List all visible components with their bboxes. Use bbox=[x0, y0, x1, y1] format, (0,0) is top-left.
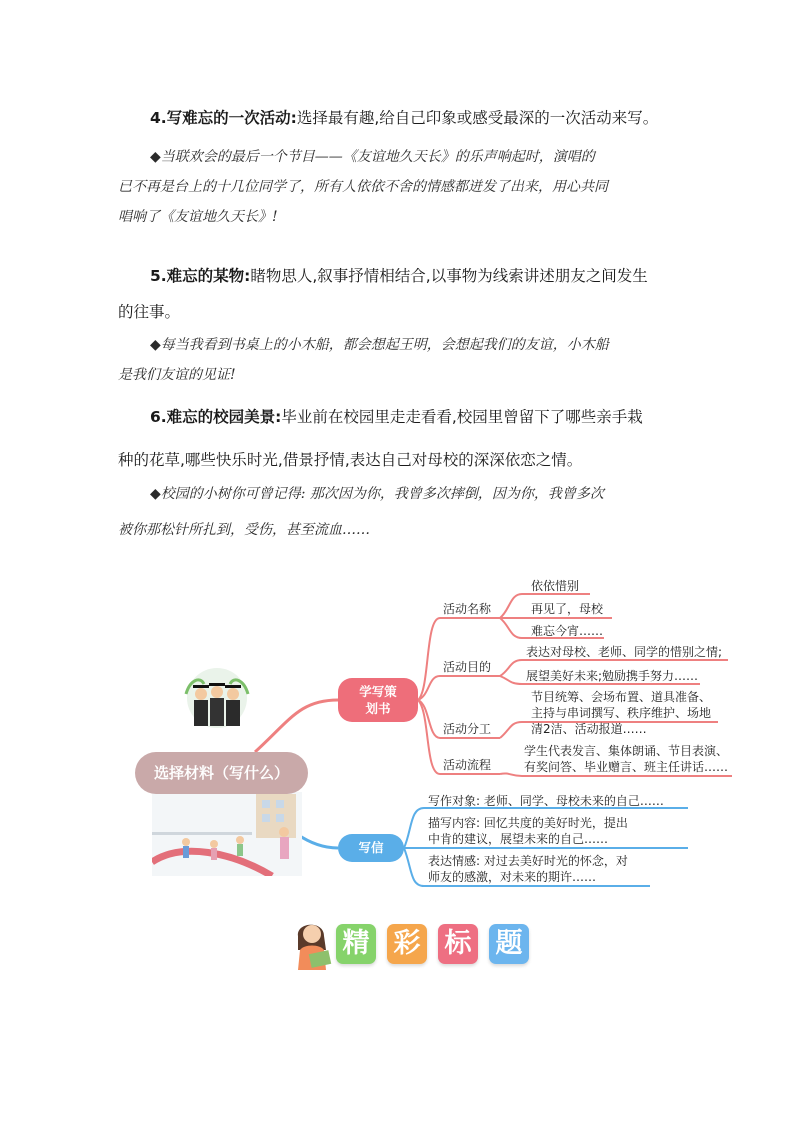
banner-tile: 彩 bbox=[387, 924, 427, 964]
section-6-example-line: 被你那松针所扎到，受伤，甚至流血…… bbox=[118, 522, 370, 538]
mindmap-branch-letter bbox=[338, 834, 404, 862]
mindmap-root bbox=[135, 752, 308, 794]
leaf-process-line: 有奖问答、毕业赠言、班主任讲话…… bbox=[524, 760, 729, 774]
leaf-name: 依依惜别 bbox=[531, 579, 580, 593]
graduates-illustration bbox=[180, 664, 254, 730]
node-activity-process: 活动流程 bbox=[443, 758, 492, 772]
section-5-body-line: 睹物思人,叙事抒情相结合,以事物为线索讲述朋友之间发生 bbox=[250, 267, 648, 285]
mindmap-root-label: 选择材料（写什么） bbox=[153, 764, 289, 782]
section-6-body-line: 种的花草,哪些快乐时光,借景抒情,表达自己对母校的深深依恋之情。 bbox=[118, 451, 583, 469]
plan-label-line: 划书 bbox=[365, 701, 391, 716]
section-6-body-line: 毕业前在校园里走走看看,校园里曾留下了哪些亲手栽 bbox=[281, 408, 643, 426]
school-scene-illustration bbox=[152, 792, 302, 876]
section-4-title: 4.写难忘的一次活动: bbox=[150, 109, 297, 127]
leaf-name: 再见了，母校 bbox=[531, 602, 604, 616]
section-4-body: 选择最有趣,给自己印象或感受最深的一次活动来写。 bbox=[296, 109, 659, 127]
leaf-division-line: 节目统筹、会场布置、道具准备、 bbox=[531, 690, 712, 704]
teacher-illustration bbox=[288, 914, 336, 970]
node-activity-purpose: 活动目的 bbox=[443, 660, 492, 674]
leaf-division bbox=[531, 689, 711, 737]
section-5-example-line: ◆每当我看到书桌上的小木船，都会想起王明，会想起我们的友谊，小木船 bbox=[150, 337, 609, 353]
leaf-purpose: 表达对母校、老师、同学的惜别之情; bbox=[526, 645, 723, 659]
letter-emotion-line: 师友的感激，对未来的期许…… bbox=[428, 870, 597, 884]
section-5-title: 5.难忘的某物: bbox=[150, 267, 251, 285]
banner-tile: 题 bbox=[489, 924, 529, 964]
leaf-division-line: 清2洁、活动报道…… bbox=[531, 722, 647, 736]
leaf-name: 难忘今宵…… bbox=[531, 624, 604, 638]
letter-emotion bbox=[428, 853, 628, 885]
letter-content-line: 描写内容: 回忆共度的美好时光，提出 bbox=[428, 816, 628, 830]
section-5-body-line: 的往事。 bbox=[118, 303, 181, 321]
letter-content-line: 中肯的建议，展望未来的自己…… bbox=[428, 832, 609, 846]
letter-content bbox=[428, 815, 628, 847]
plan-label-line: 学写策 bbox=[359, 684, 397, 699]
banner-tile: 精 bbox=[336, 924, 376, 964]
mindmap-branch-plan bbox=[338, 678, 418, 722]
leaf-purpose: 展望美好未来;勉励携手努力…… bbox=[526, 669, 699, 683]
letter-emotion-line: 表达情感: 对过去美好时光的怀念，对 bbox=[428, 854, 628, 868]
section-4-example-line: 唱响了《友谊地久天长》! bbox=[118, 209, 278, 225]
section-6-title: 6.难忘的校园美景: bbox=[150, 408, 282, 426]
section-6-example-line: ◆校园的小树你可曾记得: 那次因为你，我曾多次摔倒，因为你，我曾多次 bbox=[150, 486, 604, 502]
section-4-example-line: ◆当联欢会的最后一个节目——《友谊地久天长》的乐声响起时，演唱的 bbox=[150, 149, 595, 165]
root-to-plan-connector bbox=[255, 700, 338, 752]
section-4-example-line: 已不再是台上的十几位同学了，所有人依依不舍的情感都迸发了出来，用心共同 bbox=[118, 179, 608, 195]
banner-tile: 标 bbox=[438, 924, 478, 964]
leaf-process-line: 学生代表发言、集体朗诵、节目表演、 bbox=[524, 744, 729, 758]
leaf-process bbox=[524, 743, 728, 775]
letter-label: 写信 bbox=[358, 840, 384, 855]
node-activity-name: 活动名称 bbox=[443, 602, 492, 616]
section-5-example-line: 是我们友谊的见证! bbox=[118, 367, 236, 383]
node-activity-division: 活动分工 bbox=[443, 722, 492, 736]
letter-target: 写作对象: 老师、同学、母校未来的自己…… bbox=[428, 794, 664, 808]
leaf-division-line: 主持与串词撰写、秩序维护、场地 bbox=[531, 706, 712, 720]
